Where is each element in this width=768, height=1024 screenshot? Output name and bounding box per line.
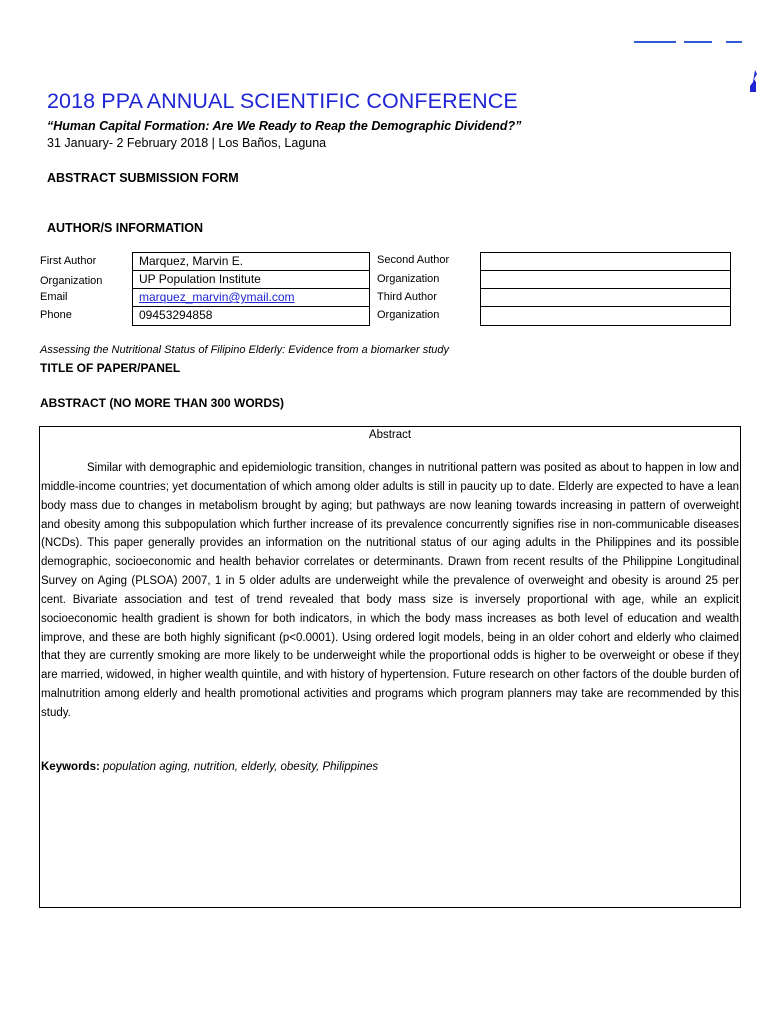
first-author-value: Marquez, Marvin E.: [139, 254, 244, 268]
email-field[interactable]: [132, 288, 370, 307]
phone-label: Phone: [40, 309, 72, 321]
abstract-section-heading: ABSTRACT (NO MORE THAN 300 WORDS): [40, 396, 285, 410]
second-author-label: Second Author: [377, 254, 450, 266]
third-author-label: Third Author: [377, 291, 437, 303]
logo-fragment-icon: [750, 70, 758, 92]
organization-field[interactable]: [132, 270, 370, 289]
conference-title: 2018 PPA ANNUAL SCIENTIFIC CONFERENCE: [47, 89, 518, 113]
organization-label: Organization: [40, 275, 103, 287]
abstract-body: Similar with demographic and epidemiologic transition, changes in nutritional pattern was posited as about to happen in low and middle-income countries; yet documentation of which among older adults is still in paucity up to date. Elderly are expected to have a lean body mass due to changes in metabolism brought by aging; but pathways are now leaning towards increasing in pattern of overweight and obesity among this subpopulation which further increase of its prevalence concurrently signifies rise in non-communicable diseases (NCDs). This paper generally provides an information on the nutritional status of our aging adults in the Philippines and its possible demographic, socioeconomic and health behavior correlates or determinants. Drawn from recent results of the Philippine Longitudinal Survey on Aging (PLSOA) 2007, 1 in 5 older adults are underweight while the prevalence of overweight and obesity is around 25 per cent. Bivariate association and test of trend revealed that body mass size is inversely proportional with age, while an explicit socioeconomic health gradient is shown for both indicators, in which the body mass increases as both level of education and wealth improve, and these are both highly significant (p<0.0001). Using ordered logit models, being in an older cohort and elderly who claimed that they are currently smoking are more likely to be underweight while the proportional odds is higher to be overweight or obese if they are married, widowed, in higher wealth quintile, and with history of hypertension. Future research on other factors of the double burden of malnutrition among elderly and health promotional activities and programs which program planners may take are recommended by this study.: [41, 462, 739, 719]
organization-3-label: Organization: [377, 309, 440, 321]
header-rule-2: [684, 41, 712, 43]
second-author-field[interactable]: [480, 252, 731, 271]
organization-value: UP Population Institute: [139, 272, 261, 286]
third-author-field[interactable]: [480, 288, 731, 307]
header-rule-3: [726, 41, 742, 43]
header-rule-1: [634, 41, 676, 43]
paper-title: Assessing the Nutritional Status of Filipino Elderly: Evidence from a biomarker study: [40, 344, 450, 356]
conference-dates: 31 January- 2 February 2018 | Los Baños, Laguna: [47, 136, 327, 150]
keywords-value: population aging, nutrition, elderly, obesity, Philippines: [103, 761, 379, 773]
conference-theme: “Human Capital Formation: Are We Ready to Reap the Demographic Dividend?”: [47, 119, 522, 133]
organization-2-label: Organization: [377, 273, 440, 285]
first-author-field[interactable]: [132, 252, 370, 271]
phone-value: 09453294858: [139, 308, 213, 322]
keywords-line: [41, 761, 378, 773]
organization-3-field[interactable]: [480, 306, 731, 326]
abstract-box[interactable]: [39, 426, 741, 908]
phone-field[interactable]: [132, 306, 370, 326]
organization-2-field[interactable]: [480, 270, 731, 289]
paper-title-label: TITLE OF PAPER/PANEL: [40, 361, 181, 375]
email-label: Email: [40, 291, 68, 303]
first-author-label: First Author: [40, 255, 97, 267]
author-section-heading: AUTHOR/S INFORMATION: [47, 221, 204, 235]
keywords-label: Keywords:: [41, 761, 100, 773]
abstract-box-heading: Abstract: [368, 429, 412, 441]
form-title: ABSTRACT SUBMISSION FORM: [47, 171, 239, 185]
email-link[interactable]: marquez_marvin@ymail.com: [139, 290, 295, 304]
